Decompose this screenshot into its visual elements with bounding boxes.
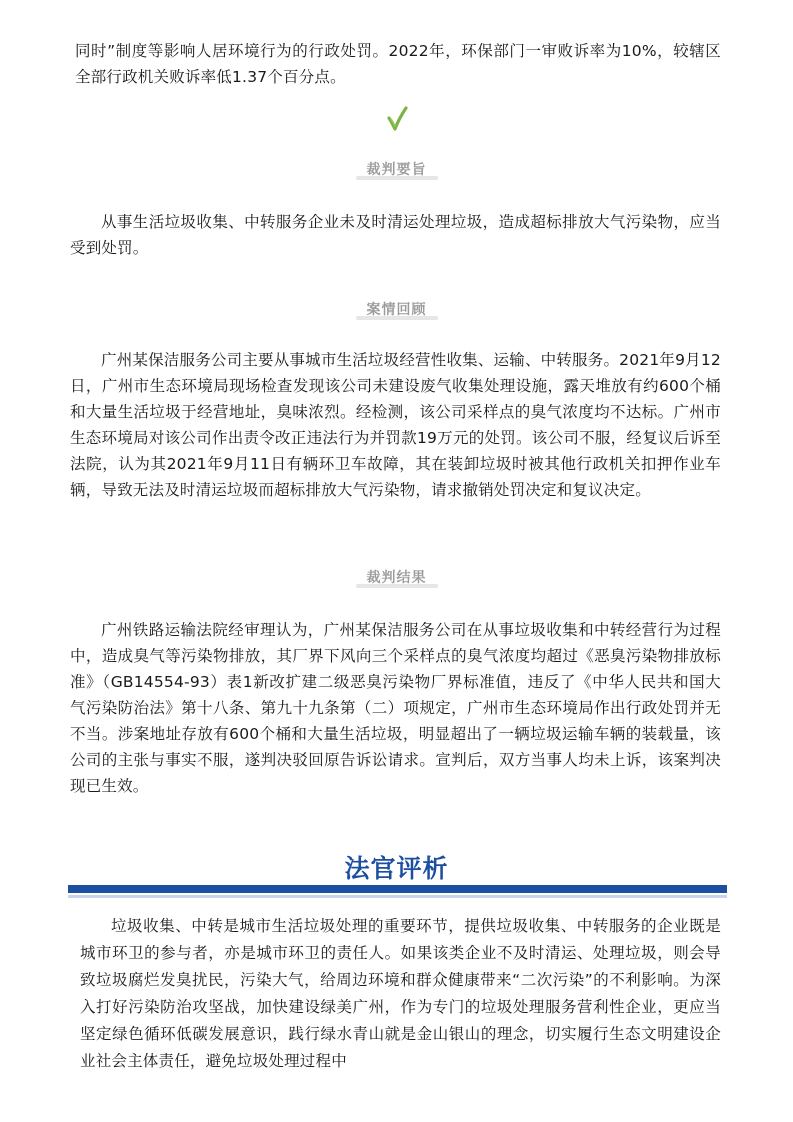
summary-paragraph: 从事生活垃圾收集、中转服务企业未及时清运处理垃圾，造成超标排放大气污染物，应当受到处罚。 [70,213,721,257]
intro-paragraph: 同时”制度等影响人居环境行为的行政处罚。2022年，环保部门一审败诉率为10%，较辖区全部行政机关败诉率低1.37个百分点。 [75,42,721,86]
heading-rule-accent [68,895,727,898]
section-label-result: 裁判结果 [366,570,427,586]
check-mark-icon [385,106,409,132]
heading-rule [68,885,727,893]
analysis-paragraph: 垃圾收集、中转是城市生活垃圾处理的重要环节，提供垃圾收集、中转服务的企业既是城市环卫的参与者，亦是城市环卫的责任人。如果该类企业不及时清运、处理垃圾，则会导致垃圾腐烂发臭扰民，污染大气，给周边环境和群众健康带来“二次污染”的不利影响。为深入打好污染防治攻坚战，加快建设绿美广州，作为专门的垃圾处理服务营利性企业，更应当坚定绿色循环低碳发展意识，践行绿水青山就是金山银山的理念，切实履行生态文明建设企业社会主体责任，避免垃圾处理过程中 [80,917,721,1070]
result-paragraph: 广州铁路运输法院经审理认为，广州某保洁服务公司在从事垃圾收集和中转经营行为过程中，造成臭气等污染物排放，其厂界下风向三个采样点的臭气浓度均超过《恶臭污染物排放标准》（GB14554-93）表1新改扩建二级恶臭污染物厂界标准值，违反了《中华人民共和国大气污染防治法》第十八条、第九十九条第（二）项规定，广州市生态环境局作出行政处罚并无不当。涉案地址存放有600个桶和大量生活垃圾，明显超出了一辆垃圾运输车辆的装载量，该公司的主张与事实不服，遂判决驳回原告诉讼请求。宣判后，双方当事人均未上诉，该案判决现已生效。 [70,621,721,795]
analysis-heading: 法官评析 [344,854,449,883]
section-label-summary: 裁判要旨 [366,162,427,178]
section-label-facts: 案情回顾 [366,302,427,318]
facts-paragraph: 广州某保洁服务公司主要从事城市生活垃圾经营性收集、运输、中转服务。2021年9月12日，广州市生态环境局现场检查发现该公司未建设废气收集处理设施，露天堆放有约600个桶和大量生活垃圾于经营地址，臭味浓烈。经检测，该公司采样点的臭气浓度均不达标。广州市生态环境局对该公司作出责令改正违法行为并罚款19万元的处罚。该公司不服，经复议后诉至法院，认为其2021年9月11日有辆环卫车故障，其在装卸垃圾时被其他行政机关扣押作业车辆，导致无法及时清运垃圾而超标排放大气污染物，请求撤销处罚决定和复议决定。 [70,351,721,499]
